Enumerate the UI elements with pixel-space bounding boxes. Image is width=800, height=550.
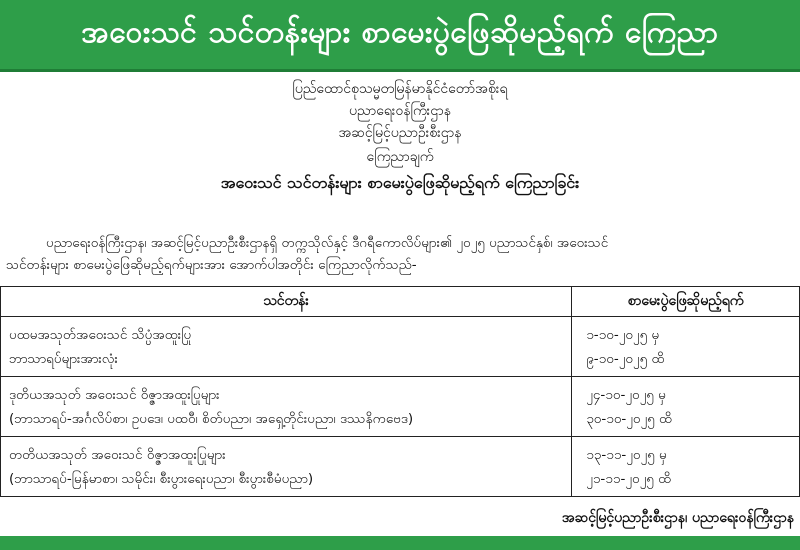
course-subjects: ဘာသာရပ်များအားလုံး <box>9 350 118 367</box>
course-subjects: (ဘာသာရပ်-အင်္ဂလိပ်စာ၊ ဥပဒေ၊ ပထဝီ၊ စိတ်ပညာ၊ အရှေ့တိုင်းပညာ၊ ဒဿနိကဗေဒ) <box>9 410 414 427</box>
course-cell <box>1 377 572 437</box>
title-banner <box>0 0 800 72</box>
header-course: သင်တန်း <box>1 287 572 317</box>
start-date: ၂၄-၁၀-၂၀၂၅ မှ <box>586 386 666 403</box>
intro-line-2: သင်တန်းများ စာမေးပွဲဖြေဆိုမည့်ရက်များအား အောက်ပါအတိုင်း ကြေညာလိုက်သည်- <box>6 257 417 273</box>
start-date: ၁၃-၁၁-၂၀၂၅ မှ <box>586 446 667 463</box>
intro-line-1: ပညာရေးဝန်ကြီးဌာန၊ အဆင့်မြင့်ပညာဦးစီးဌာနရှိ တက္ကသိုလ်နှင့် ဒီဂရီကောလိပ်များ၏ ၂၀၂၅ ပညာသင်နှစ်၊ အဝေးသင် <box>46 235 609 251</box>
government-name: ပြည်ထောင်စုသမ္မတမြန်မာနိုင်ငံတော်အစိုးရ <box>292 81 508 97</box>
notice-label: ကြေညာချက် <box>366 149 434 165</box>
bottom-green-rule <box>0 536 800 550</box>
end-date: ၂၁-၁၁-၂၀၂၅ ထိ <box>586 470 672 487</box>
course-name: ပထမအသုတ်အဝေးသင် သိပ္ပံအထူးပြု <box>9 326 192 343</box>
end-date: ၉-၁၀-၂၀၂၅ ထိ <box>586 350 665 367</box>
course-cell <box>1 437 572 497</box>
start-date: ၁-၁၀-၂၀၂၅ မှ <box>586 326 660 343</box>
date-cell <box>572 377 800 437</box>
table-header-row <box>1 287 800 317</box>
intro-paragraph <box>6 232 796 276</box>
header-block <box>0 78 800 196</box>
table-row <box>1 317 800 377</box>
issuer-signature: အဆင့်မြင့်ပညာဦးစီးဌာန၊ ပညာရေးဝန်ကြီးဌာန <box>561 510 794 526</box>
course-name: ဒုတိယအသုတ် အဝေးသင် ဝိဇ္ဇာအထူးပြုများ <box>9 386 220 403</box>
date-cell <box>572 317 800 377</box>
banner-title: အဝေးသင် သင်တန်းများ စာမေးပွဲဖြေဆိုမည့်ရက် ကြေညာ <box>81 15 719 50</box>
course-cell <box>1 317 572 377</box>
ministry-name: ပညာရေးဝန်ကြီးဌာန <box>349 103 451 119</box>
department-name: အဆင့်မြင့်ပညာဦးစီးဌာန <box>338 125 462 141</box>
course-name: တတိယအသုတ် အဝေးသင် ဝိဇ္ဇာအထူးပြုများ <box>9 446 226 463</box>
header-exam-date: စာမေးပွဲဖြေဆိုမည့်ရက် <box>572 287 800 317</box>
table-row <box>1 377 800 437</box>
date-cell <box>572 437 800 497</box>
exam-schedule-table <box>0 286 800 497</box>
table-row <box>1 437 800 497</box>
course-subjects: (ဘာသာရပ်-မြန်မာစာ၊ သမိုင်း၊ စီးပွားရေးပညာ၊ စီးပွားစီမံပညာ) <box>9 470 314 487</box>
end-date: ၃၀-၁၀-၂၀၂၅ ထိ <box>586 410 673 427</box>
notice-title: အဝေးသင် သင်တန်းများ စာမေးပွဲဖြေဆိုမည့်ရက် ကြေညာခြင်း <box>220 173 580 192</box>
